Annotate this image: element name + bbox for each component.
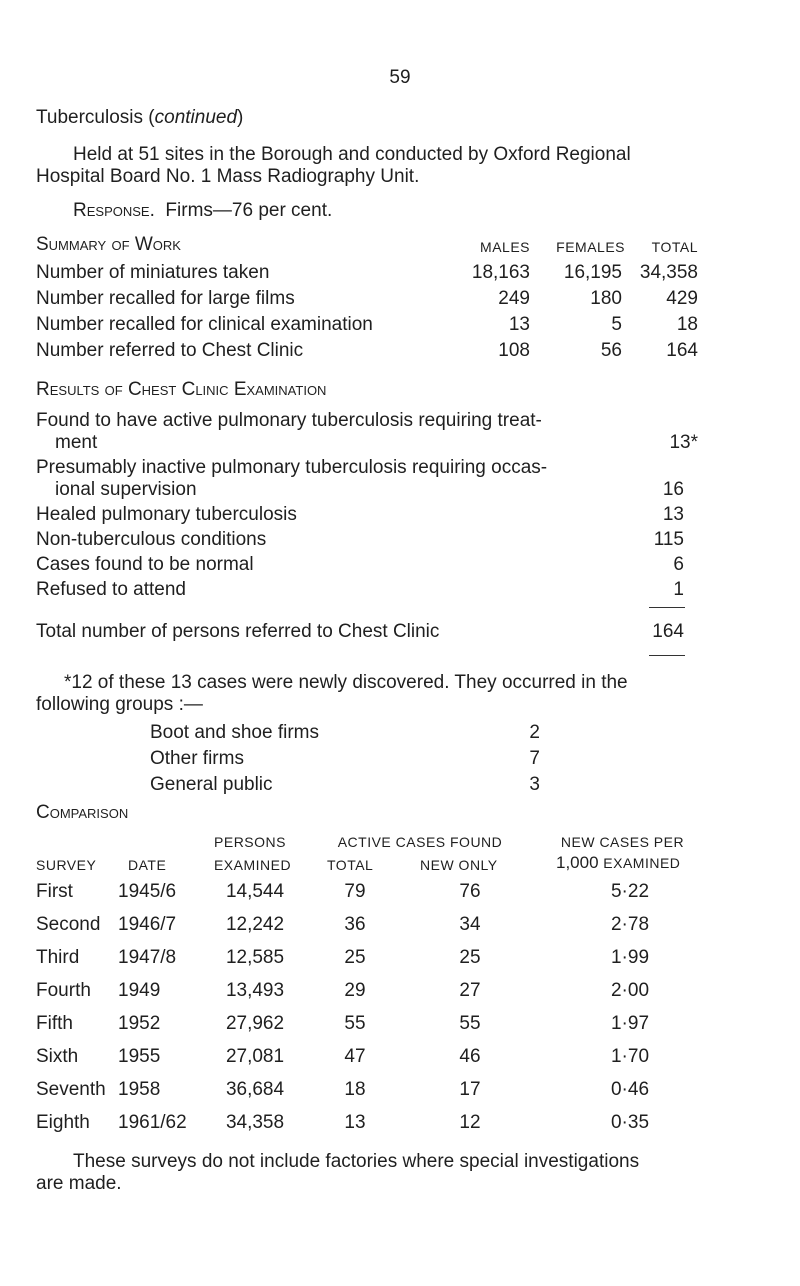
cell-survey: Fifth — [36, 1013, 73, 1034]
closing-line-2: are made. — [36, 1173, 122, 1194]
cell-rate: 0·35 — [610, 1112, 650, 1133]
results-item-value: 13 — [662, 504, 684, 525]
col-total: TOTAL — [327, 857, 374, 873]
cell-persons: 12,242 — [225, 914, 285, 935]
cell-total: 29 — [344, 980, 366, 1001]
cell-new-only: 25 — [459, 947, 481, 968]
comparison-title: Comparison — [36, 802, 129, 823]
cell-persons: 27,081 — [225, 1046, 285, 1067]
summary-col-males: MALES — [480, 239, 530, 255]
summary-row-males: 249 — [498, 288, 530, 309]
summary-row-label: Number referred to Chest Clinic — [36, 340, 304, 361]
summary-row-label: Number recalled for large films — [36, 288, 295, 309]
cell-survey: First — [36, 881, 73, 902]
cell-survey: Fourth — [36, 980, 91, 1001]
summary-title: Summary of Work — [36, 234, 181, 255]
col-rate-top: NEW CASES PER — [560, 834, 685, 850]
closing-line-1: These surveys do not include factories where special investigations — [73, 1151, 640, 1172]
cell-total: 47 — [344, 1046, 366, 1067]
cell-total: 36 — [344, 914, 366, 935]
cell-new-only: 12 — [459, 1112, 481, 1133]
group-value: 3 — [529, 774, 540, 795]
response-label: Response. — [73, 200, 155, 221]
col-active-top: ACTIVE CASES FOUND — [337, 834, 503, 850]
summary-row-label: Number recalled for clinical examination — [36, 314, 373, 335]
cell-persons: 14,544 — [225, 881, 285, 902]
results-item-line1: Found to have active pulmonary tuberculosis requiring treat- — [36, 410, 542, 431]
summary-row-total: 164 — [666, 340, 698, 361]
summary-row-females: 180 — [590, 288, 622, 309]
cell-rate: 2·00 — [610, 980, 650, 1001]
summary-col-females: FEMALES — [556, 239, 625, 255]
cell-survey: Seventh — [36, 1079, 106, 1100]
cell-persons: 34,358 — [225, 1112, 285, 1133]
cell-persons: 27,962 — [225, 1013, 285, 1034]
cell-persons: 36,684 — [225, 1079, 285, 1100]
cell-new-only: 76 — [459, 881, 481, 902]
cell-rate: 1·99 — [610, 947, 650, 968]
summary-row-females: 16,195 — [563, 262, 622, 283]
total-rule-top — [649, 607, 685, 608]
col-rate-bottom — [556, 852, 680, 874]
cell-date: 1961/62 — [118, 1112, 187, 1133]
summary-row-total: 18 — [676, 314, 698, 335]
response-text: Firms—76 per cent. — [165, 200, 333, 221]
group-label: Boot and shoe firms — [150, 722, 319, 743]
results-item-label: Refused to attend — [36, 579, 186, 600]
results-item-value: 16 — [662, 479, 684, 500]
intro-line-2: Hospital Board No. 1 Mass Radiography Unit. — [36, 166, 420, 187]
section-heading: Tuberculosis (continued) — [36, 107, 244, 128]
results-item-value: 13* — [669, 432, 698, 453]
cell-total: 13 — [344, 1112, 366, 1133]
group-label: Other firms — [150, 748, 244, 769]
cell-survey: Third — [36, 947, 80, 968]
cell-rate: 2·78 — [610, 914, 650, 935]
cell-rate: 5·22 — [610, 881, 650, 902]
summary-row-label: Number of miniatures taken — [36, 262, 270, 283]
cell-persons: 13,493 — [225, 980, 285, 1001]
col-new-only: NEW ONLY — [420, 857, 498, 873]
cell-new-only: 27 — [459, 980, 481, 1001]
summary-row-females: 56 — [600, 340, 622, 361]
results-item-label: Cases found to be normal — [36, 554, 254, 575]
summary-row-males: 108 — [498, 340, 530, 361]
cell-rate: 0·46 — [610, 1079, 650, 1100]
cell-date: 1958 — [118, 1079, 161, 1100]
response-line — [73, 200, 332, 222]
cell-survey: Eighth — [36, 1112, 90, 1133]
cell-date: 1955 — [118, 1046, 161, 1067]
summary-row-total: 429 — [666, 288, 698, 309]
summary-row-total: 34,358 — [639, 262, 698, 283]
group-label: General public — [150, 774, 273, 795]
summary-col-total: TOTAL — [651, 239, 698, 255]
results-total-value: 164 — [652, 621, 684, 642]
cell-date: 1947/8 — [118, 947, 177, 968]
total-rule-bottom — [649, 655, 685, 656]
footnote-line-2: following groups :— — [36, 694, 203, 715]
cell-total: 18 — [344, 1079, 366, 1100]
cell-new-only: 17 — [459, 1079, 481, 1100]
cell-survey: Second — [36, 914, 101, 935]
results-title: Results of Chest Clinic Examination — [36, 379, 327, 400]
col-rate-number: 1,000 — [556, 853, 599, 872]
summary-row-males: 18,163 — [471, 262, 530, 283]
results-item-value: 6 — [673, 554, 684, 575]
intro-line-1: Held at 51 sites in the Borough and conducted by Oxford Regional — [73, 144, 631, 165]
cell-persons: 12,585 — [225, 947, 285, 968]
results-item-label: Non-tuberculous conditions — [36, 529, 267, 550]
col-persons-bottom: EXAMINED — [213, 857, 292, 873]
col-survey: SURVEY — [36, 857, 97, 873]
cell-rate: 1·70 — [610, 1046, 650, 1067]
group-value: 7 — [529, 748, 540, 769]
cell-date: 1946/7 — [118, 914, 177, 935]
col-date: DATE — [128, 857, 167, 873]
col-rate-word: EXAMINED — [603, 855, 681, 871]
heading-note: continued — [154, 107, 238, 128]
cell-new-only: 34 — [459, 914, 481, 935]
results-item-line1: Presumably inactive pulmonary tuberculosis requiring occas- — [36, 457, 548, 478]
summary-row-females: 5 — [611, 314, 622, 335]
cell-date: 1952 — [118, 1013, 161, 1034]
footnote-line-1: *12 of these 13 cases were newly discovered. They occurred in the — [64, 672, 628, 693]
results-item-line2: ional supervision — [55, 479, 197, 500]
results-total-label: Total number of persons referred to Chest Clinic — [36, 621, 440, 642]
page-number: 59 — [389, 67, 411, 88]
cell-total: 79 — [344, 881, 366, 902]
col-persons-top: PERSONS — [214, 834, 286, 850]
heading-main: Tuberculosis — [36, 107, 144, 128]
cell-total: 25 — [344, 947, 366, 968]
group-value: 2 — [529, 722, 540, 743]
results-item-value: 1 — [673, 579, 684, 600]
results-item-label: Healed pulmonary tuberculosis — [36, 504, 297, 525]
results-item-line2: ment — [55, 432, 98, 453]
summary-row-males: 13 — [508, 314, 530, 335]
cell-new-only: 55 — [459, 1013, 481, 1034]
results-item-value: 115 — [653, 529, 684, 550]
cell-date: 1949 — [118, 980, 161, 1001]
cell-date: 1945/6 — [118, 881, 177, 902]
cell-total: 55 — [344, 1013, 366, 1034]
cell-rate: 1·97 — [610, 1013, 650, 1034]
cell-new-only: 46 — [459, 1046, 481, 1067]
cell-survey: Sixth — [36, 1046, 79, 1067]
